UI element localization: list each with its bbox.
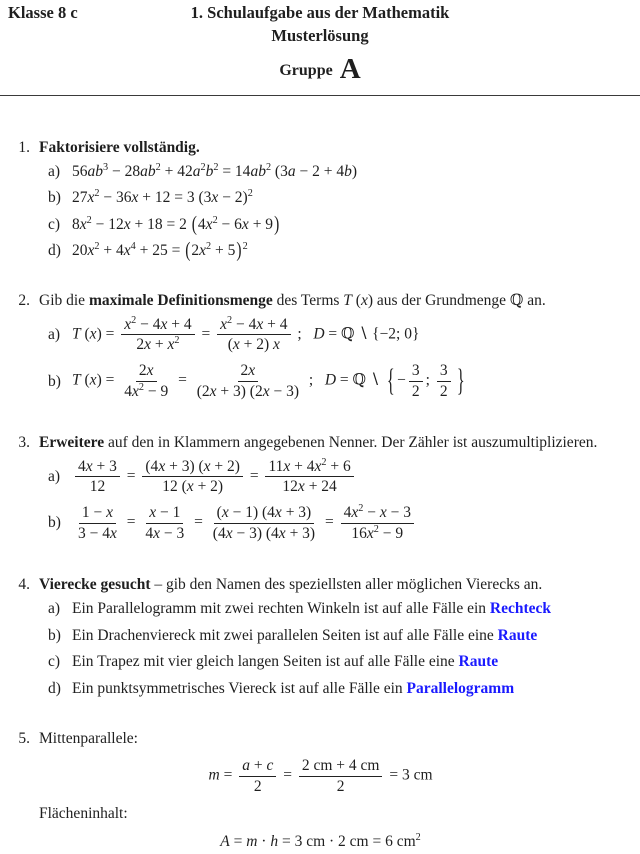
group-letter: A — [339, 53, 361, 86]
group-label: Gruppe — [279, 62, 333, 80]
group-line — [8, 51, 632, 87]
math-variable: x — [186, 477, 194, 495]
numerator: $11x + 4x^2 + 6$ — [265, 458, 353, 477]
math-variable: x — [351, 504, 359, 522]
math-variable: x — [85, 457, 93, 475]
section-intro: Mittenparallele: — [39, 729, 138, 747]
math-variable: T — [343, 292, 352, 310]
superscript: 2 — [358, 503, 364, 515]
numerator: 2x — [136, 362, 157, 381]
fraction — [265, 458, 353, 496]
math-variable: x — [283, 457, 291, 475]
denominator: 2 — [336, 777, 345, 795]
denominator: (4x − 3) (4x + 3) — [212, 524, 316, 542]
math-variable: x — [360, 292, 368, 310]
math-variable: x — [110, 524, 117, 542]
superscript: 4 — [130, 240, 136, 252]
math-variable: x — [274, 504, 282, 522]
section-content — [39, 729, 632, 854]
superscript: 2 — [174, 334, 180, 346]
math-variable: x — [131, 189, 139, 207]
bold-text: maximale Definitionsmenge — [88, 292, 273, 310]
superscript: 2 — [265, 161, 272, 173]
math-variable: x — [241, 215, 249, 233]
item-label: c) — [48, 653, 61, 671]
section-number: 3. — [18, 434, 30, 452]
big-delimiter: ( — [185, 238, 191, 262]
section-intro: Gib die maximale Definitionsmenge des Terms T (x) aus der Grundmenge ℚ an. — [39, 292, 546, 310]
big-delimiter: ) — [274, 212, 280, 236]
math-variable: x — [199, 242, 207, 259]
numerator: $x^2 - 4x + 4$ — [217, 316, 290, 335]
exercise-item — [39, 599, 632, 618]
item-label: b) — [48, 514, 61, 532]
math-variable: x — [87, 189, 95, 207]
fraction — [75, 504, 120, 542]
superscript: 2 — [415, 832, 421, 844]
denominator: (x + 2) x — [227, 336, 280, 354]
math-variable: ab — [87, 162, 103, 180]
math-variable: ab — [250, 162, 266, 180]
fraction — [75, 458, 120, 496]
exercise-item — [39, 504, 632, 542]
math-variable: x — [160, 315, 168, 333]
fraction — [121, 316, 194, 354]
math-variable: b — [205, 162, 214, 180]
superscript: 3 — [103, 161, 109, 173]
item-label: b) — [48, 189, 61, 207]
exercise-section-3 — [8, 433, 632, 551]
math-formula: T (x) = $\frac{2x}{4x^2 - 9}$ = $\frac{2x}{(2x + 3) (2x - 3)}$ ; D = ℚ ∖ { − $\frac{3}{2}$ ; $\frac{3}{2}$ } — [72, 362, 465, 400]
denominator: 12 (x + 2) — [162, 477, 224, 495]
item-label: a) — [48, 467, 61, 485]
bold-text: Faktorisiere vollständig. — [39, 138, 200, 156]
superscript: 2 — [213, 161, 219, 173]
numerator: (x − 1) (4x + 3) — [214, 504, 315, 523]
superscript: 2 — [94, 188, 100, 200]
numerator: 2x — [238, 362, 259, 381]
math-variable: D — [324, 371, 337, 389]
math-variable: x — [131, 382, 139, 400]
math-formula: T (x) = $\frac{x^2 - 4x + 4}{2x + x^2}$ = $\frac{x^2 - 4x + 4}{(x + 2) x}$ ; D = ℚ ∖ {−2; 0} — [72, 314, 420, 354]
section-number: 2. — [18, 292, 30, 310]
exercise-item — [39, 316, 632, 354]
exercise-section-2 — [8, 291, 632, 409]
math-variable: x — [146, 362, 154, 380]
math-variable: D — [313, 325, 325, 343]
document-header — [8, 0, 632, 96]
exercise-item — [39, 238, 632, 262]
math-formula: $56ab^3 - 28ab^2 + 42a^2b^2 = 14ab^2$ (3a − 2 + 4b) — [72, 161, 357, 180]
item-label: a) — [48, 162, 61, 180]
math-variable: x — [153, 524, 161, 542]
item-label: d) — [48, 679, 61, 697]
item-text: Ein Parallelogramm mit zwei rechten Winkeln ist auf alle Fälle ein Rechteck — [72, 600, 552, 618]
math-variable: c — [266, 757, 274, 775]
fraction — [142, 458, 243, 496]
item-label: a) — [48, 600, 61, 618]
class-label: Klasse 8 c — [8, 3, 78, 22]
section-intro: Erweitere auf den in Klammern angegebenen Nenner. Der Zähler ist auszumultiplizieren. — [39, 434, 598, 452]
denominator: (2x + 3) (2x − 3) — [196, 382, 300, 400]
item-label: a) — [48, 325, 61, 343]
item-list — [39, 599, 632, 698]
superscript: 2 — [131, 314, 137, 326]
fraction — [409, 362, 423, 400]
denominator: 2 — [411, 382, 420, 400]
superscript: 2 — [373, 523, 379, 535]
math-variable: x — [314, 457, 322, 475]
math-formula: $27x^2 - 36x + 12 = 3$ $(3x - 2)^2$ — [72, 188, 253, 207]
item-label: b) — [48, 626, 61, 644]
section-number: 4. — [18, 576, 30, 593]
centered-formula: A = m · h = 3 cm · 2 cm = 6 $cm^2$ — [220, 832, 421, 851]
superscript: 2 — [200, 161, 206, 173]
superscript: 2 — [321, 456, 327, 468]
superscript: 2 — [227, 314, 233, 326]
item-text: Ein Drachenviereck mit zwei parallelen Seiten ist auf alle Fälle eine Raute — [72, 626, 538, 644]
exercise-item — [39, 679, 632, 698]
item-list — [39, 458, 632, 542]
denominator: $4x^2 - 9$ — [124, 381, 169, 400]
item-text: Ein Trapez mit vier gleich langen Seiten ist auf alle Fälle eine Raute — [72, 653, 499, 671]
section-content — [39, 291, 632, 409]
answer-text: Raute — [497, 626, 538, 644]
denominator: 3 − 4x — [78, 524, 117, 542]
math-variable: x — [232, 336, 240, 354]
exercise-item — [39, 458, 632, 496]
math-variable: x — [278, 524, 286, 542]
superscript: 2 — [242, 240, 248, 252]
fraction — [210, 504, 318, 542]
math-variable: m — [246, 833, 258, 851]
math-variable: x — [220, 315, 227, 333]
math-variable: x — [167, 336, 175, 354]
section-intro — [39, 138, 632, 157]
math-variable: x — [205, 215, 213, 233]
math-formula: $\frac{4x + 3}{12}$ = $\frac{(4x + 3) (x + 2)}{12 (x + 2)}$ = $\frac{11x + 4x^2 + 6}{12x + 24}$ — [72, 458, 357, 496]
numerator: 3 — [437, 362, 451, 381]
answer-text: Parallelogramm — [406, 679, 515, 697]
math-variable: x — [273, 336, 280, 354]
numerator: 2 cm + 4 cm — [299, 757, 383, 776]
fraction — [239, 757, 276, 795]
math-variable: x — [144, 336, 151, 354]
math-variable: x — [297, 477, 305, 495]
math-formula: $20x^2 + 4x^4 + 25 = (2x^2 + 5)^2$ — [72, 238, 248, 262]
math-variable: a — [192, 162, 201, 180]
numerator: $x^2 - 4x + 4$ — [121, 316, 194, 335]
section-intro: Vierecke gesucht – gib den Namen des speziellsten aller möglichen Vierecks an. — [39, 576, 543, 593]
math-variable: x — [209, 382, 217, 400]
math-variable: x — [256, 315, 264, 333]
math-variable: x — [158, 457, 166, 475]
answer-text: Raute — [458, 653, 499, 671]
math-variable: a — [242, 757, 250, 775]
numerator: 3 — [409, 362, 423, 381]
math-variable: x — [248, 362, 256, 380]
math-variable: x — [79, 215, 87, 233]
superscript: 2 — [86, 214, 92, 226]
exercise-section-1 — [8, 138, 632, 268]
section-number: 1. — [18, 138, 30, 156]
item-list — [39, 162, 632, 261]
superscript: 2 — [138, 381, 144, 393]
big-delimiter: ) — [236, 238, 242, 262]
numerator: (4x + 3) (x + 2) — [142, 458, 243, 477]
math-variable: x — [221, 504, 229, 522]
centered-formula: m = $\frac{a + c}{2}$ = $\frac{2 cm + 4 cm}{2}$ = 3 cm — [208, 757, 433, 795]
item-label: b) — [48, 372, 61, 390]
exercise-list — [8, 138, 632, 854]
header-divider — [0, 95, 640, 96]
math-variable: x — [366, 524, 374, 542]
math-variable: x — [123, 215, 131, 233]
math-variable: x — [225, 524, 233, 542]
section-content — [39, 433, 632, 551]
exercise-section-4 — [8, 575, 632, 705]
math-variable: x — [262, 382, 270, 400]
math-variable: x — [124, 315, 132, 333]
math-variable: m — [208, 766, 220, 784]
item-list — [39, 316, 632, 400]
math-variable: T — [72, 371, 81, 389]
exercise-item — [39, 652, 632, 671]
page-title: 1. Schulaufgabe aus der Mathematik — [190, 3, 450, 22]
denominator: 2 — [439, 382, 448, 400]
fraction — [217, 316, 290, 354]
math-variable: x — [123, 242, 131, 259]
big-delimiter: } — [456, 363, 465, 399]
denominator: 2 — [253, 777, 262, 795]
math-variable: A — [220, 833, 230, 851]
superscript: 2 — [94, 240, 100, 252]
math-variable: x — [379, 504, 387, 522]
denominator: 4x − 3 — [145, 524, 185, 542]
item-label: c) — [48, 215, 61, 233]
fraction — [341, 504, 414, 542]
math-variable: x — [87, 242, 95, 259]
numerator: $4x^2 - x - 3$ — [341, 504, 414, 523]
section-content — [39, 575, 632, 705]
big-delimiter: ( — [191, 212, 197, 236]
numerator: a + c — [239, 757, 276, 776]
bold-text: Erweitere — [39, 434, 105, 452]
exercise-section-5 — [8, 729, 632, 854]
math-variable: x — [203, 457, 211, 475]
item-label: d) — [48, 242, 61, 259]
section-content — [39, 138, 632, 268]
superscript: 2 — [212, 214, 218, 226]
denominator: $16x^2 - 9$ — [351, 523, 404, 542]
math-variable: x — [106, 504, 114, 522]
math-variable: a — [287, 162, 296, 180]
numerator: 4x + 3 — [75, 458, 120, 477]
item-text: Ein punktsymmetrisches Viereck ist auf alle Fälle ein Parallelogramm — [72, 679, 515, 697]
math-variable: T — [72, 325, 81, 343]
fraction — [437, 362, 451, 400]
math-variable: x — [211, 189, 219, 207]
big-delimiter: { — [386, 363, 395, 399]
exercise-item — [39, 162, 632, 181]
superscript: 2 — [247, 188, 253, 200]
denominator: 12 — [89, 477, 106, 495]
fraction — [142, 504, 187, 542]
math-variable: x — [89, 371, 97, 389]
exercise-item — [39, 212, 632, 236]
denominator: $2x + x^2$ — [136, 334, 180, 354]
math-formula: $8x^2 - 12x + 18 = 2$ $(4x^2 - 6x + 9)$ — [72, 212, 280, 236]
math-variable: h — [270, 833, 279, 851]
sub-label: Flächeninhalt: — [39, 804, 128, 822]
numerator: x − 1 — [146, 504, 183, 523]
denominator: 12x + 24 — [282, 477, 337, 495]
page-subtitle: Musterlösung — [271, 25, 369, 45]
superscript: 2 — [206, 240, 212, 252]
fraction — [299, 757, 383, 795]
fraction — [121, 362, 171, 400]
section-number: 5. — [18, 729, 30, 747]
answer-text: Rechteck — [489, 600, 552, 618]
exercise-item — [39, 626, 632, 645]
math-variable: x — [149, 504, 157, 522]
math-variable: x — [89, 325, 97, 343]
exercise-item — [39, 188, 632, 207]
exercise-item — [39, 362, 632, 400]
numerator: 1 − x — [79, 504, 116, 523]
bold-text: Vierecke gesucht — [39, 576, 151, 593]
math-formula: $\frac{1 - x}{3 - 4x}$ = $\frac{x - 1}{4x - 3}$ = $\frac{(x - 1) (4x + 3)}{(4x - 3) (4x + 3)}$ = $\frac{4x^2 - x - 3}{16x^2 - 9}$ — [72, 504, 417, 542]
fraction — [194, 362, 302, 400]
math-variable: ab — [140, 162, 156, 180]
math-variable: b — [344, 162, 352, 180]
superscript: 2 — [155, 161, 161, 173]
